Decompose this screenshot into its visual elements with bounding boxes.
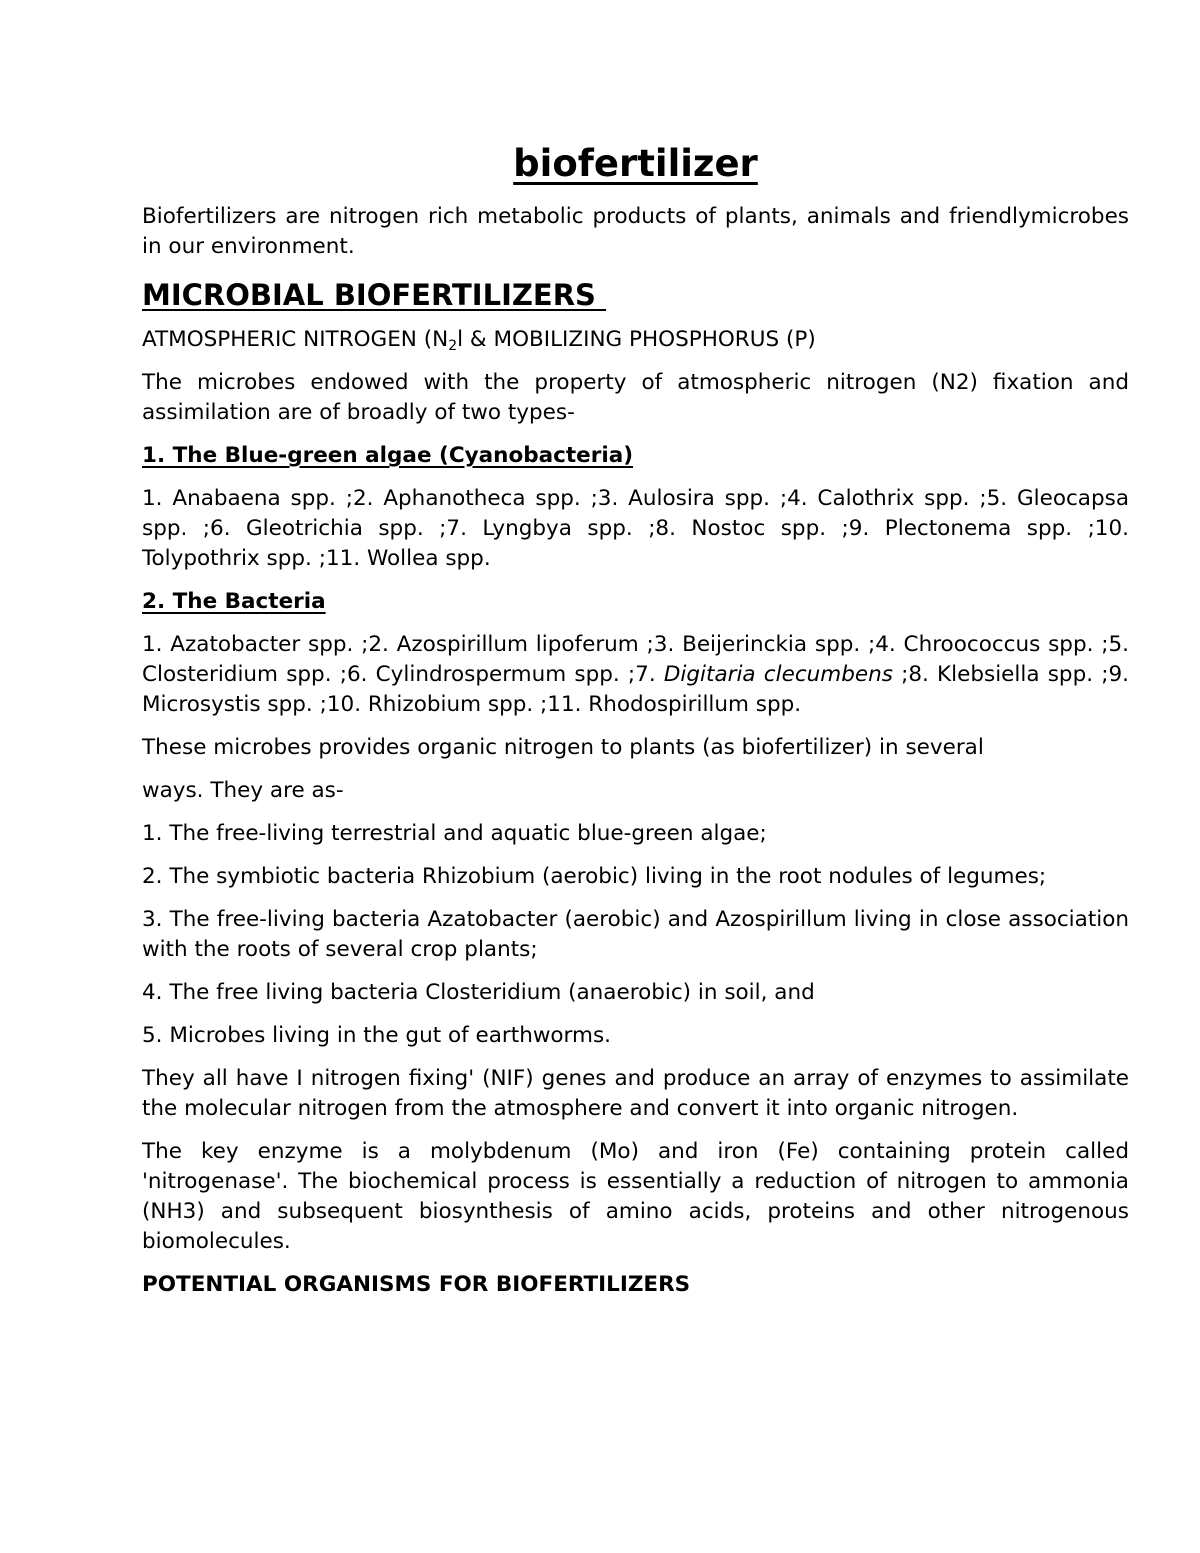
bacteria-heading-text: 2. The Bacteria — [142, 589, 326, 614]
subtitle-post: l & MOBILIZING PHOSPHORUS (P) — [457, 327, 816, 352]
ways-item-2: 2. The symbiotic bacteria Rhizobium (aerobic) living in the root nodules of legumes; — [142, 864, 1047, 889]
ways-paragraph-1: These microbes provides organic nitrogen to plants (as biofertilizer) in several — [142, 735, 984, 760]
ways-item-3: 3. The free-living bacteria Azatobacter (aerobic) and Azospirillum living in close association with the roots of several crop plants; — [142, 907, 1129, 962]
bacteria-list-pre: 1. Azatobacter spp. ;2. Azospirillum lipoferum ;3. Beijerinckia spp. ;4. Chroococcus spp. ;5. Closteridium spp. ;6. Cylindrospermum spp. ;7. — [142, 632, 1129, 687]
blue-green-heading-text: 1. The Blue-green algae (Cyanobacteria) — [142, 443, 634, 468]
intro-paragraph: Biofertilizers are nitrogen rich metabolic products of plants, animals and friendlymicrobes in our environment. — [142, 204, 1129, 259]
enzyme-paragraph: The key enzyme is a molybdenum (Mo) and iron (Fe) containing protein called 'nitrogenase'. The biochemical process is essentially a reduction of nitrogen to ammonia (NH3) and subsequent biosynthesis of amino acids, proteins and other nitrogenous biomolecules. — [142, 1139, 1129, 1254]
ways-item-5: 5. Microbes living in the gut of earthworms. — [142, 1023, 612, 1048]
ways-paragraph-2: ways. They are as- — [142, 778, 344, 803]
section-heading-text: MICROBIAL BIOFERTILIZERS — [142, 278, 596, 312]
document-title: biofertilizer — [513, 142, 758, 185]
subtitle-line — [142, 325, 1129, 355]
types-paragraph: The microbes endowed with the property of atmospheric nitrogen (N2) fixation and assimilation are of broadly of two types- — [142, 370, 1129, 425]
blue-green-heading — [142, 441, 1129, 471]
ways-item-1: 1. The free-living terrestrial and aquatic blue-green algae; — [142, 821, 767, 846]
bacteria-list-italic: Digitaria clecumbens — [663, 662, 893, 687]
subtitle-subscript: 2 — [448, 338, 458, 354]
ways-item-4: 4. The free living bacteria Closteridium (anaerobic) in soil, and — [142, 980, 815, 1005]
nif-paragraph: They all have I nitrogen fixing' (NIF) genes and produce an array of enzymes to assimilate the molecular nitrogen from the atmosphere and convert it into organic nitrogen. — [142, 1066, 1129, 1121]
section-heading — [142, 275, 1129, 315]
bacteria-heading — [142, 587, 1129, 617]
bacteria-list — [142, 630, 1129, 720]
potential-heading: POTENTIAL ORGANISMS FOR BIOFERTILIZERS — [142, 1272, 691, 1297]
subtitle-pre: ATMOSPHERIC NITROGEN (N — [142, 327, 449, 352]
bacteria-list-post: ;8. Klebsiella spp. ;9. Microsystis spp. ;10. Rhizobium spp. ;11. Rhodospirillum spp. — [142, 662, 1130, 717]
blue-green-list: 1. Anabaena spp. ;2. Aphanotheca spp. ;3. Aulosira spp. ;4. Calothrix spp. ;5. Gleocapsa spp. ;6. Gleotrichia spp. ;7. Lyngbya spp. ;8. Nostoc spp. ;9. Plectonema spp. ;10. Tolypothrix spp. ;11. Wollea spp. — [142, 486, 1129, 571]
document-page — [142, 140, 1129, 1313]
